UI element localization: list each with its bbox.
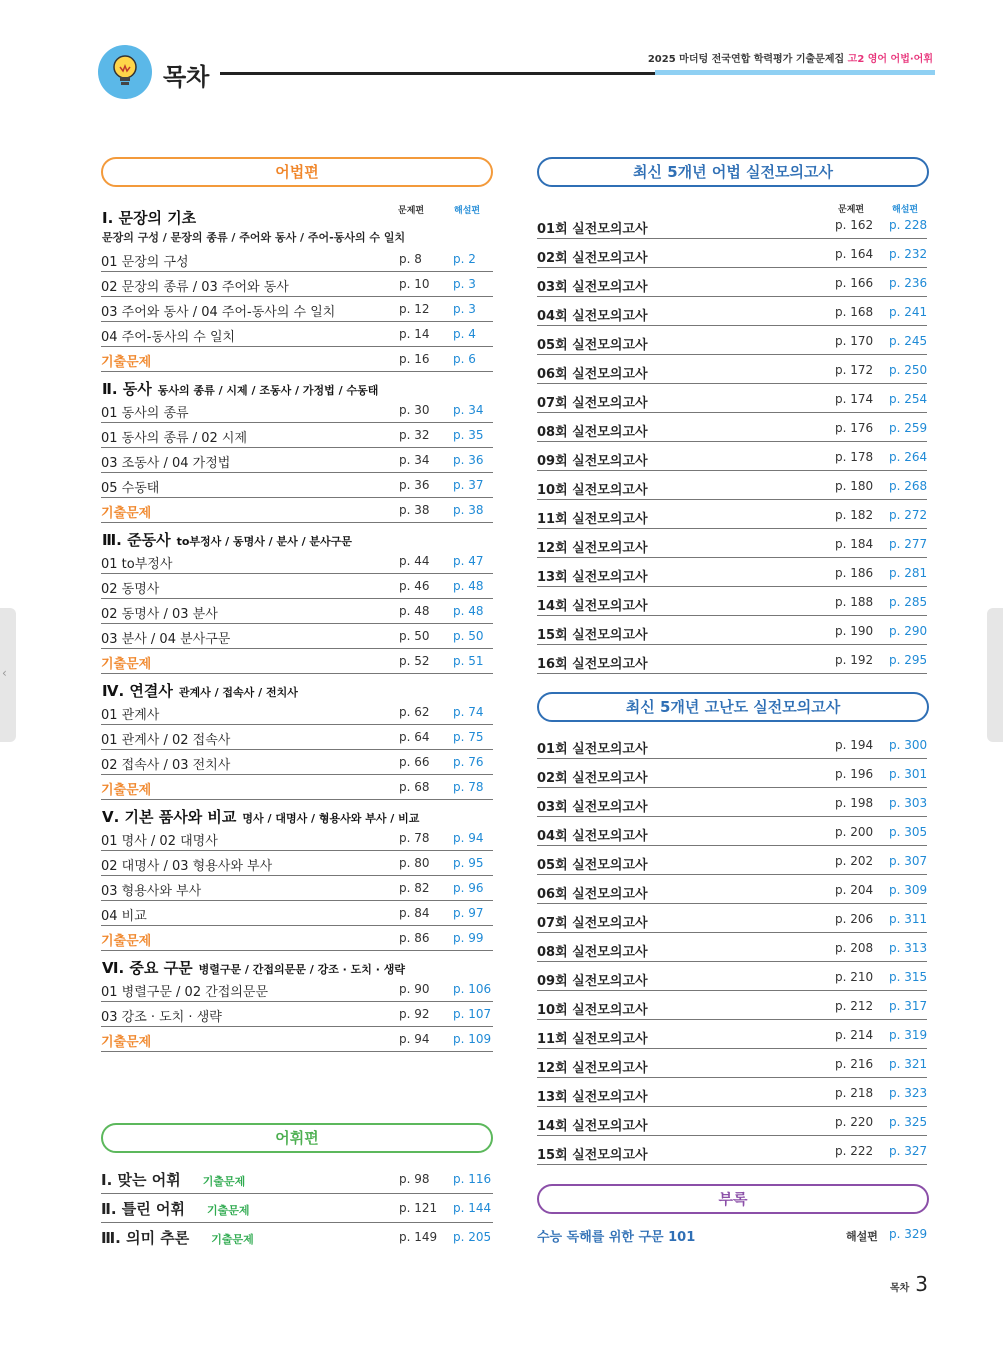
- mock-test-title: 12회 실전모의고사: [537, 541, 648, 556]
- solution-page: p. 205: [453, 1230, 492, 1244]
- vocab-chapter-title: [101, 1169, 245, 1190]
- solution-page: p. 34: [453, 403, 484, 417]
- mock-test-row[interactable]: [537, 817, 927, 846]
- problem-page: p. 186: [835, 566, 874, 580]
- toc-row[interactable]: [101, 448, 493, 473]
- toc-row[interactable]: [101, 498, 493, 523]
- solution-page: p. 319: [889, 1028, 928, 1042]
- chapter-heading: [102, 806, 419, 827]
- mock-test-title: 16회 실전모의고사: [537, 657, 648, 672]
- mock-test-row[interactable]: [537, 1136, 927, 1165]
- footer-label: 목차: [889, 1283, 910, 1294]
- problem-page: p. 8: [399, 252, 422, 266]
- vocab-title: Ⅱ. 틀린 어휘: [101, 1200, 185, 1218]
- lesson-title: 01 to부정사: [101, 557, 173, 572]
- solution-page: p. 313: [889, 941, 928, 955]
- solution-page: p. 116: [453, 1172, 492, 1186]
- lesson-title: 04 주어-동사의 수 일치: [101, 330, 236, 345]
- mock-test-title: 07회 실전모의고사: [537, 916, 648, 931]
- mock-test-title: 04회 실전모의고사: [537, 309, 648, 324]
- problem-page: p. 182: [835, 508, 874, 522]
- problem-page: p. 121: [399, 1201, 438, 1215]
- mock-test-title: 01회 실전모의고사: [537, 222, 648, 237]
- next-page-tab[interactable]: [987, 608, 1003, 742]
- problem-page: p. 36: [399, 478, 430, 492]
- lesson-title: 04 비교: [101, 909, 147, 924]
- mock-test-row[interactable]: [537, 759, 927, 788]
- toc-row[interactable]: [101, 423, 493, 448]
- solution-page: p. 303: [889, 796, 928, 810]
- toc-row[interactable]: [101, 549, 493, 574]
- problem-page: p. 10: [399, 277, 430, 291]
- col-solution-label: 해설편: [454, 206, 481, 216]
- exam-label: 기출문제: [101, 1035, 152, 1050]
- solution-page: p. 327: [889, 1144, 928, 1158]
- exam-tag: 기출문제: [202, 1175, 246, 1188]
- chapter-subtopics: 동사의 종류 / 시제 / 조동사 / 가정법 / 수동태: [157, 384, 379, 397]
- mock-test-row[interactable]: [537, 645, 927, 674]
- lesson-title: 03 조동사 / 04 가정법: [101, 456, 231, 471]
- problem-page: p. 16: [399, 352, 430, 366]
- lightbulb-icon: [98, 45, 152, 99]
- problem-page: p. 52: [399, 654, 430, 668]
- lesson-title: 02 접속사 / 03 전치사: [101, 758, 231, 773]
- chapter-title: Ⅵ. 중요 구문: [102, 959, 193, 977]
- lesson-title: 01 관계사 / 02 접속사: [101, 733, 231, 748]
- problem-page: p. 176: [835, 421, 874, 435]
- toc-row[interactable]: [101, 775, 493, 800]
- toc-row[interactable]: [101, 322, 493, 347]
- problem-page: p. 222: [835, 1144, 874, 1158]
- solution-page: p. 94: [453, 831, 484, 845]
- mock-test-row[interactable]: [537, 1078, 927, 1107]
- solution-page: p. 290: [889, 624, 928, 638]
- solution-page: p. 295: [889, 653, 928, 667]
- prev-page-tab[interactable]: [0, 608, 16, 742]
- mock-test-row[interactable]: [537, 268, 927, 297]
- lesson-title: 03 분사 / 04 분사구문: [101, 632, 231, 647]
- solution-page: p. 76: [453, 755, 484, 769]
- solution-page: p. 232: [889, 247, 928, 261]
- toc-row[interactable]: [101, 851, 493, 876]
- mock-test-title: 13회 실전모의고사: [537, 1090, 648, 1105]
- chapter-title: Ⅴ. 기본 품사와 비교: [102, 808, 237, 826]
- solution-page: p. 48: [453, 579, 484, 593]
- chapter-title: Ⅰ. 문장의 기초: [102, 209, 197, 227]
- mock-test-title: 03회 실전모의고사: [537, 280, 648, 295]
- lesson-title: 01 동사의 종류 / 02 시제: [101, 431, 248, 446]
- lesson-title: 02 동명사: [101, 582, 160, 597]
- solution-page: p. 268: [889, 479, 928, 493]
- solution-page: p. 3: [453, 277, 476, 291]
- solution-page: p. 106: [453, 982, 492, 996]
- mock-test-row[interactable]: [537, 904, 927, 933]
- problem-page: p. 149: [399, 1230, 438, 1244]
- mock-test-row[interactable]: [537, 355, 927, 384]
- solution-page: p. 47: [453, 554, 484, 568]
- mock-test-title: 15회 실전모의고사: [537, 1148, 648, 1163]
- problem-page: p. 190: [835, 624, 874, 638]
- solution-page: p. 107: [453, 1007, 492, 1021]
- mock-test-row[interactable]: [537, 471, 927, 500]
- problem-page: p. 168: [835, 305, 874, 319]
- mock-test-title: 04회 실전모의고사: [537, 829, 648, 844]
- problem-page: p. 214: [835, 1028, 874, 1042]
- toc-row[interactable]: [101, 700, 493, 725]
- exam-label: 기출문제: [101, 657, 152, 672]
- lesson-title: 03 형용사와 부사: [101, 884, 202, 899]
- solution-page: p. 321: [889, 1057, 928, 1071]
- solution-page: p. 272: [889, 508, 928, 522]
- problem-page: p. 188: [835, 595, 874, 609]
- toc-row[interactable]: [101, 247, 493, 272]
- vocab-title: Ⅲ. 의미 추론: [101, 1229, 190, 1247]
- problem-page: p. 208: [835, 941, 874, 955]
- solution-page: p. 277: [889, 537, 928, 551]
- mock-test-title: 10회 실전모의고사: [537, 483, 648, 498]
- solution-page: p. 99: [453, 931, 484, 945]
- mock-test-row[interactable]: [537, 558, 927, 587]
- lesson-title: 02 문장의 종류 / 03 주어와 동사: [101, 280, 289, 295]
- lesson-title: 03 강조 · 도치 · 생략: [101, 1010, 222, 1025]
- header-accent-rule: [655, 70, 935, 75]
- toc-row[interactable]: [101, 272, 493, 297]
- toc-row[interactable]: [101, 725, 493, 750]
- lesson-title: 01 동사의 종류: [101, 406, 189, 421]
- solution-page: p. 74: [453, 705, 484, 719]
- problem-page: p. 34: [399, 453, 430, 467]
- grammar-section-pill: 어법편: [101, 157, 493, 187]
- mock-test-row[interactable]: [537, 529, 927, 558]
- solution-page: p. 285: [889, 595, 928, 609]
- problem-page: p. 64: [399, 730, 430, 744]
- problem-page: p. 66: [399, 755, 430, 769]
- page-footer: [890, 1272, 928, 1296]
- problem-page: p. 164: [835, 247, 874, 261]
- problem-page: p. 196: [835, 767, 874, 781]
- toc-row[interactable]: [101, 347, 493, 372]
- solution-page: p. 96: [453, 881, 484, 895]
- mock-test-title: 03회 실전모의고사: [537, 800, 648, 815]
- mock-test-title: 08회 실전모의고사: [537, 425, 648, 440]
- toc-row[interactable]: [101, 1002, 493, 1027]
- problem-page: p. 92: [399, 1007, 430, 1021]
- toc-row[interactable]: [101, 876, 493, 901]
- toc-row[interactable]: [101, 1194, 493, 1223]
- chapter-heading: [102, 207, 196, 228]
- page-number: 3: [915, 1272, 928, 1296]
- mock-test-title: 15회 실전모의고사: [537, 628, 648, 643]
- mock-test-title: 14회 실전모의고사: [537, 599, 648, 614]
- problem-page: p. 178: [835, 450, 874, 464]
- vocab-chapter-title: [101, 1198, 250, 1219]
- solution-page: p. 36: [453, 453, 484, 467]
- problem-page: p. 204: [835, 883, 874, 897]
- appendix-solution-label: 해설편: [846, 1230, 878, 1243]
- mock-test-row[interactable]: [537, 788, 927, 817]
- mock-test-row[interactable]: [537, 210, 927, 239]
- solution-page: p. 250: [889, 363, 928, 377]
- mock-test-title: 05회 실전모의고사: [537, 338, 648, 353]
- mock-test-title: 08회 실전모의고사: [537, 945, 648, 960]
- chapter-title: Ⅱ. 동사: [102, 380, 152, 398]
- lesson-title: 01 병렬구문 / 02 간접의문문: [101, 985, 269, 1000]
- solution-page: p. 48: [453, 604, 484, 618]
- solution-page: p. 97: [453, 906, 484, 920]
- problem-page: p. 48: [399, 604, 430, 618]
- problem-page: p. 94: [399, 1032, 430, 1046]
- mock-test-title: 01회 실전모의고사: [537, 742, 648, 757]
- chapter-heading: [102, 957, 405, 978]
- solution-page: p. 75: [453, 730, 484, 744]
- problem-page: p. 202: [835, 854, 874, 868]
- solution-page: p. 311: [889, 912, 928, 926]
- lesson-title: 02 대명사 / 03 형용사와 부사: [101, 859, 273, 874]
- solution-page: p. 38: [453, 503, 484, 517]
- mock-test-title: 14회 실전모의고사: [537, 1119, 648, 1134]
- mock-test-row[interactable]: [537, 991, 927, 1020]
- problem-page: p. 162: [835, 218, 874, 232]
- mock-test-title: 06회 실전모의고사: [537, 887, 648, 902]
- hard-section-pill: 최신 5개년 고난도 실전모의고사: [537, 692, 929, 722]
- vocab-section-pill: 어휘편: [101, 1123, 493, 1153]
- mock-test-row[interactable]: [537, 1049, 927, 1078]
- exam-tag: 기출문제: [211, 1233, 254, 1246]
- mock-test-row[interactable]: [537, 384, 927, 413]
- problem-page: p. 172: [835, 363, 874, 377]
- solution-page: p. 323: [889, 1086, 928, 1100]
- problem-page: p. 220: [835, 1115, 874, 1129]
- mock-test-title: 09회 실전모의고사: [537, 974, 648, 989]
- problem-page: p. 216: [835, 1057, 874, 1071]
- solution-page: p. 4: [453, 327, 476, 341]
- toc-row[interactable]: [101, 1223, 493, 1252]
- problem-page: p. 194: [835, 738, 874, 752]
- solution-page: p. 317: [889, 999, 928, 1013]
- problem-page: p. 68: [399, 780, 430, 794]
- exam-tag: 기출문제: [206, 1204, 250, 1217]
- lesson-title: 01 명사 / 02 대명사: [101, 834, 218, 849]
- problem-page: p. 192: [835, 653, 874, 667]
- solution-page: p. 315: [889, 970, 928, 984]
- lesson-title: 01 문장의 구성: [101, 255, 189, 270]
- solution-page: p. 305: [889, 825, 928, 839]
- solution-page: p. 264: [889, 450, 928, 464]
- mock-col-problem-label: 문제편: [838, 205, 865, 215]
- mock-test-row[interactable]: [537, 297, 927, 326]
- chapter-heading: [102, 680, 298, 701]
- solution-page: p. 6: [453, 352, 476, 366]
- problem-page: p. 166: [835, 276, 874, 290]
- col-problem-label: 문제편: [398, 206, 425, 216]
- solution-page: p. 78: [453, 780, 484, 794]
- chevron-left-icon: ‹: [2, 666, 7, 680]
- mock-test-row[interactable]: [537, 413, 927, 442]
- problem-page: p. 84: [399, 906, 430, 920]
- mock-test-row[interactable]: [537, 1020, 927, 1049]
- vocab-title: Ⅰ. 맞는 어휘: [101, 1171, 181, 1189]
- toc-row[interactable]: [101, 750, 493, 775]
- problem-page: p. 80: [399, 856, 430, 870]
- mock-col-solution-label: 해설편: [892, 205, 919, 215]
- mock-test-row[interactable]: [537, 1107, 927, 1136]
- mock-test-title: 05회 실전모의고사: [537, 858, 648, 873]
- mock-test-title: 10회 실전모의고사: [537, 1003, 648, 1018]
- chapter-title: Ⅳ. 연결사: [102, 682, 173, 700]
- toc-row[interactable]: [101, 599, 493, 624]
- mock-test-title: 09회 실전모의고사: [537, 454, 648, 469]
- problem-page: p. 206: [835, 912, 874, 926]
- solution-page: p. 259: [889, 421, 928, 435]
- solution-page: p. 3: [453, 302, 476, 316]
- solution-page: p. 228: [889, 218, 928, 232]
- problem-page: p. 86: [399, 931, 430, 945]
- chapter-heading: [102, 529, 352, 550]
- solution-page: p. 37: [453, 478, 484, 492]
- problem-page: p. 184: [835, 537, 874, 551]
- problem-page: p. 170: [835, 334, 874, 348]
- toc-row[interactable]: [101, 1165, 493, 1194]
- mock-test-row[interactable]: [537, 875, 927, 904]
- exam-label: 기출문제: [101, 506, 152, 521]
- mock-test-row[interactable]: [537, 587, 927, 616]
- solution-page: p. 51: [453, 654, 484, 668]
- exam-label: 기출문제: [101, 355, 152, 370]
- mock-test-row[interactable]: [537, 500, 927, 529]
- mock-test-row[interactable]: [537, 933, 927, 962]
- toc-row[interactable]: [101, 926, 493, 951]
- problem-page: p. 218: [835, 1086, 874, 1100]
- toc-row[interactable]: [101, 826, 493, 851]
- problem-page: p. 32: [399, 428, 430, 442]
- problem-page: p. 44: [399, 554, 430, 568]
- solution-page: p. 325: [889, 1115, 928, 1129]
- problem-page: p. 62: [399, 705, 430, 719]
- chapter-heading: [102, 378, 378, 399]
- toc-row[interactable]: [101, 901, 493, 926]
- vocab-chapter-title: [101, 1227, 254, 1248]
- mock-test-title: 12회 실전모의고사: [537, 1061, 648, 1076]
- mock-test-title: 02회 실전모의고사: [537, 251, 648, 266]
- toc-row[interactable]: [101, 473, 493, 498]
- problem-page: p. 38: [399, 503, 430, 517]
- problem-page: p. 90: [399, 982, 430, 996]
- lesson-title: 02 동명사 / 03 분사: [101, 607, 218, 622]
- chapter-title: Ⅲ. 준동사: [102, 531, 171, 549]
- chapter-subtopics: to부정사 / 동명사 / 분사 / 분사구문: [176, 535, 352, 548]
- solution-page: p. 50: [453, 629, 484, 643]
- problem-page: p. 50: [399, 629, 430, 643]
- problem-page: p. 30: [399, 403, 430, 417]
- solution-page: p. 254: [889, 392, 928, 406]
- chapter-subtopics: 명사 / 대명사 / 형용사와 부사 / 비교: [242, 812, 420, 825]
- mock-test-title: 13회 실전모의고사: [537, 570, 648, 585]
- solution-page: p. 301: [889, 767, 928, 781]
- problem-page: p. 212: [835, 999, 874, 1013]
- problem-page: p. 198: [835, 796, 874, 810]
- lesson-title: 03 주어와 동사 / 04 주어-동사의 수 일치: [101, 305, 336, 320]
- chapter-subtopics: 관계사 / 접속사 / 전치사: [178, 686, 298, 699]
- solution-page: p. 307: [889, 854, 928, 868]
- toc-row[interactable]: [101, 624, 493, 649]
- solution-page: p. 236: [889, 276, 928, 290]
- mock-test-row[interactable]: [537, 239, 927, 268]
- appendix-item: 수능 독해를 위한 구문 101: [537, 1230, 696, 1245]
- problem-page: p. 174: [835, 392, 874, 406]
- book-subtitle: 2025 마더텅 전국연합 학력평가 기출문제집 고2 영어 어법·어휘: [647, 54, 933, 65]
- toc-row[interactable]: [101, 1027, 493, 1052]
- solution-page: p. 35: [453, 428, 484, 442]
- page-title: 목차: [163, 63, 210, 91]
- mock-test-title: 11회 실전모의고사: [537, 1032, 648, 1047]
- solution-page: p. 245: [889, 334, 928, 348]
- solution-page: p. 2: [453, 252, 476, 266]
- mock-test-title: 07회 실전모의고사: [537, 396, 648, 411]
- problem-page: p. 12: [399, 302, 430, 316]
- mock-section-pill: 최신 5개년 어법 실전모의고사: [537, 157, 929, 187]
- problem-page: p. 98: [399, 1172, 430, 1186]
- mock-test-row[interactable]: [537, 962, 927, 991]
- mock-test-title: 02회 실전모의고사: [537, 771, 648, 786]
- mock-test-title: 11회 실전모의고사: [537, 512, 648, 527]
- problem-page: p. 200: [835, 825, 874, 839]
- appendix-section-pill: 부록: [537, 1184, 929, 1214]
- problem-page: p. 78: [399, 831, 430, 845]
- toc-row[interactable]: [101, 977, 493, 1002]
- exam-label: 기출문제: [101, 783, 152, 798]
- problem-page: p. 46: [399, 579, 430, 593]
- mock-test-title: 06회 실전모의고사: [537, 367, 648, 382]
- exam-label: 기출문제: [101, 934, 152, 949]
- mock-test-row[interactable]: [537, 442, 927, 471]
- chapter-subtopics: 병렬구문 / 간접의문문 / 강조 · 도치 · 생략: [198, 963, 406, 976]
- toc-row[interactable]: [101, 574, 493, 599]
- solution-page: p. 144: [453, 1201, 492, 1215]
- solution-page: p. 109: [453, 1032, 492, 1046]
- lesson-title: 05 수동태: [101, 481, 160, 496]
- problem-page: p. 82: [399, 881, 430, 895]
- problem-page: p. 14: [399, 327, 430, 341]
- mock-test-row[interactable]: [537, 616, 927, 645]
- solution-page: p. 281: [889, 566, 928, 580]
- toc-row[interactable]: [101, 297, 493, 322]
- toc-row[interactable]: [101, 398, 493, 423]
- appendix-page: p. 329: [889, 1227, 928, 1241]
- solution-page: p. 309: [889, 883, 928, 897]
- problem-page: p. 210: [835, 970, 874, 984]
- mock-test-row[interactable]: [537, 730, 927, 759]
- solution-page: p. 300: [889, 738, 928, 752]
- lesson-title: 01 관계사: [101, 708, 160, 723]
- solution-page: p. 241: [889, 305, 928, 319]
- problem-page: p. 180: [835, 479, 874, 493]
- toc-row[interactable]: [101, 649, 493, 674]
- mock-test-row[interactable]: [537, 326, 927, 355]
- solution-page: p. 95: [453, 856, 484, 870]
- mock-test-row[interactable]: [537, 846, 927, 875]
- chapter-subtopics: 문장의 구성 / 문장의 종류 / 주어와 동사 / 주어-동사의 수 일치: [102, 231, 406, 244]
